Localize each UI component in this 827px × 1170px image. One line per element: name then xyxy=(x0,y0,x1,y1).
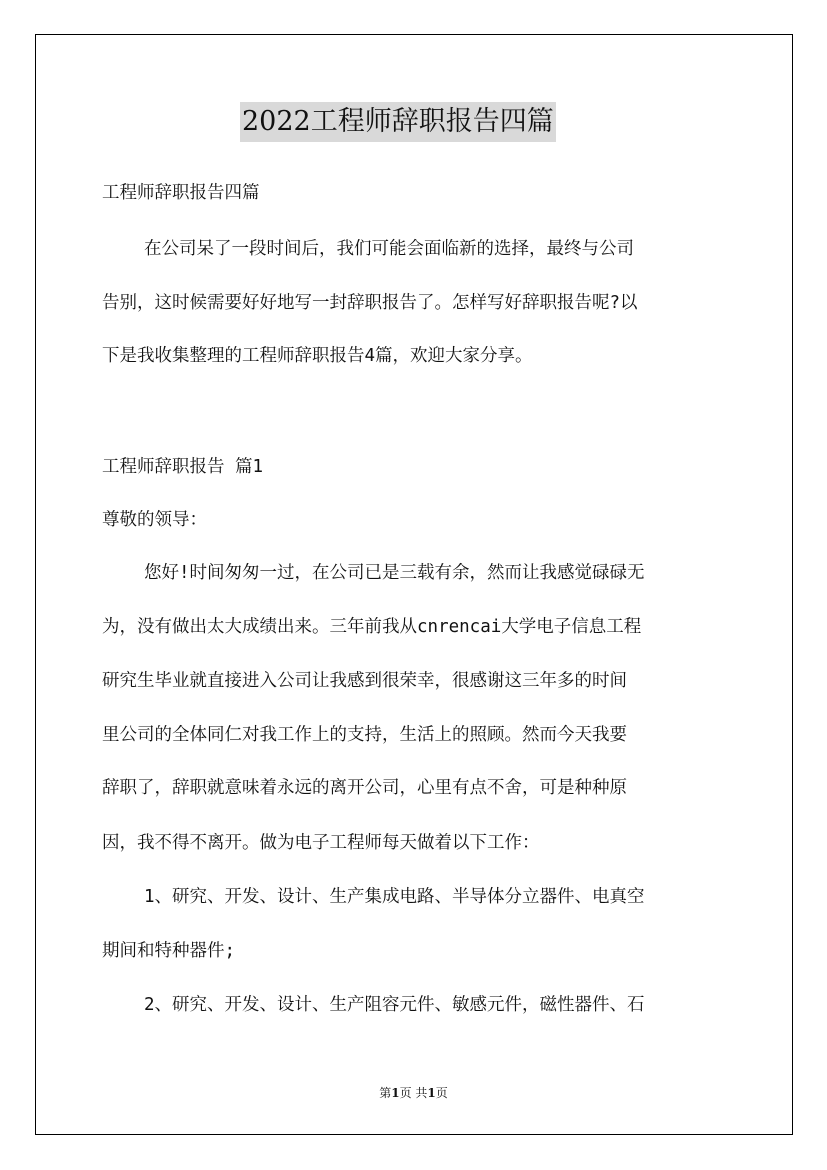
intro-line: 告别，这时候需要好好地写一封辞职报告了。怎样写好辞职报告呢?以 xyxy=(102,293,638,313)
body-line: 研究生毕业就直接进入公司让我感到很荣幸，很感谢这三年多的时间 xyxy=(102,671,627,691)
list-item-1-cont: 期间和特种器件; xyxy=(102,941,236,961)
document-subtitle: 工程师辞职报告四篇 xyxy=(102,183,260,203)
footer-prefix: 第 xyxy=(379,1086,392,1100)
intro-line: 在公司呆了一段时间后，我们可能会面临新的选择，最终与公司 xyxy=(144,239,634,259)
body-line: 为，没有做出太大成绩出来。三年前我从cnrencai大学电子信息工程 xyxy=(102,617,642,637)
body-line: 辞职了，辞职就意味着永远的离开公司，心里有点不舍，可是种种原 xyxy=(102,778,627,798)
footer-page-num: 1 xyxy=(391,1086,400,1100)
list-item-2: 2、研究、开发、设计、生产阻容元件、敏感元件，磁性器件、石 xyxy=(144,995,645,1015)
intro-line: 下是我收集整理的工程师辞职报告4篇，欢迎大家分享。 xyxy=(102,346,533,366)
body-line: 因，我不得不离开。做为电子工程师每天做着以下工作： xyxy=(102,833,540,853)
document-title: 2022工程师辞职报告四篇 xyxy=(240,102,556,142)
section-heading: 工程师辞职报告 篇1 xyxy=(102,457,264,477)
salutation: 尊敬的领导： xyxy=(102,510,207,530)
list-item-1: 1、研究、开发、设计、生产集成电路、半导体分立器件、电真空 xyxy=(144,887,645,907)
footer-suffix: 页 xyxy=(435,1086,448,1100)
body-line: 里公司的全体同仁对我工作上的支持，生活上的照顾。然而今天我要 xyxy=(102,725,627,745)
body-line: 您好!时间匆匆一过，在公司已是三载有余，然而让我感觉碌碌无 xyxy=(144,563,645,583)
footer-page-total: 1 xyxy=(427,1086,436,1100)
footer-mid: 页 共 xyxy=(399,1086,428,1100)
page-footer xyxy=(0,1084,827,1101)
